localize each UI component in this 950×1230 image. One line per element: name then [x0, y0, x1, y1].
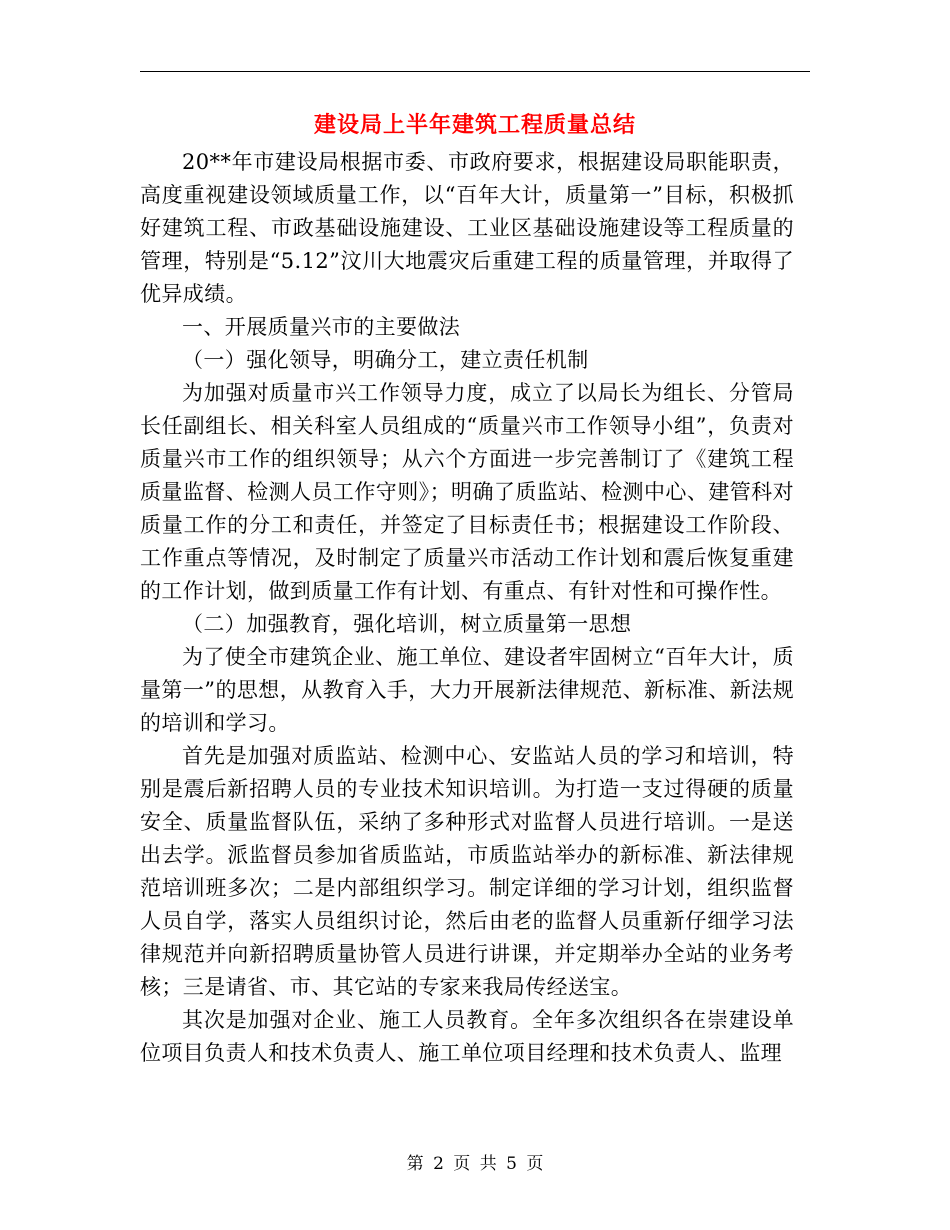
subsection-heading-2: （二）加强教育，强化培训，树立质量第一思想 — [182, 612, 632, 636]
subsection-heading-1: （一）强化领导，明确分工，建立责任机制 — [182, 348, 589, 372]
page-number: 第 2 页 共 5 页 — [406, 1154, 544, 1174]
paragraph-leadership: 为加强对质量市兴工作领导力度，成立了以局长为组长、分管局长任副组长、相关科室人员组成的“质量兴市工作领导小组”，负责对质量兴市工作的组织领导；从六个方面进一步完善制订了《建筑工程质量监督、检测人员工作守则》；明确了质监站、检测中心、建管科对质量工作的分工和责任，并签定了目标责任书；根据建设工作阶段、工作重点等情况，及时制定了质量兴市活动工作计划和震后恢复重建的工作计划，做到质量工作有计划、有重点、有针对性和可操作性。 — [140, 381, 794, 603]
paragraph-training: 首先是加强对质监站、检测中心、安监站人员的学习和培训，特别是震后新招聘人员的专业技术知识培训。为打造一支过得硬的质量安全、质量监督队伍，采纳了多种形式对监督人员进行培训。一是送出去学。派监督员参加省质监站，市质监站举办的新标准、新法律规范培训班多次；二是内部组织学习。制定详细的学习计划，组织监督人员自学，落实人员组织讨论，然后由老的监督人员重新仔细学习法律规范并向新招聘质量协管人员进行讲课，并定期举办全站的业务考核；三是请省、市、其它站的专家来我局传经送宝。 — [140, 744, 794, 999]
section-heading-1: 一、开展质量兴市的主要做法 — [182, 315, 461, 339]
paragraph-education: 为了使全市建筑企业、施工单位、建设者牢固树立“百年大计，质量第一”的思想，从教育入手，大力开展新法律规范、新标准、新法规的培训和学习。 — [140, 645, 794, 735]
document-title: 建设局上半年建筑工程质量总结 — [313, 112, 636, 138]
document-body — [140, 146, 794, 1070]
header-rule — [140, 71, 810, 72]
paragraph-intro: 20**年市建设局根据市委、市政府要求，根据建设局职能职责，高度重视建设领域质量工作，以“百年大计，质量第一”目标，积极抓好建筑工程、市政基础设施建设、工业区基础设施建设等工程质量的管理，特别是“5.12”汶川大地震灾后重建工程的质量管理，并取得了优异成绩。 — [140, 150, 794, 306]
paragraph-enterprise: 其次是加强对企业、施工人员教育。全年多次组织各在崇建设单位项目负责人和技术负责人、施工单位项目经理和技术负责人、监理 — [140, 1008, 794, 1065]
